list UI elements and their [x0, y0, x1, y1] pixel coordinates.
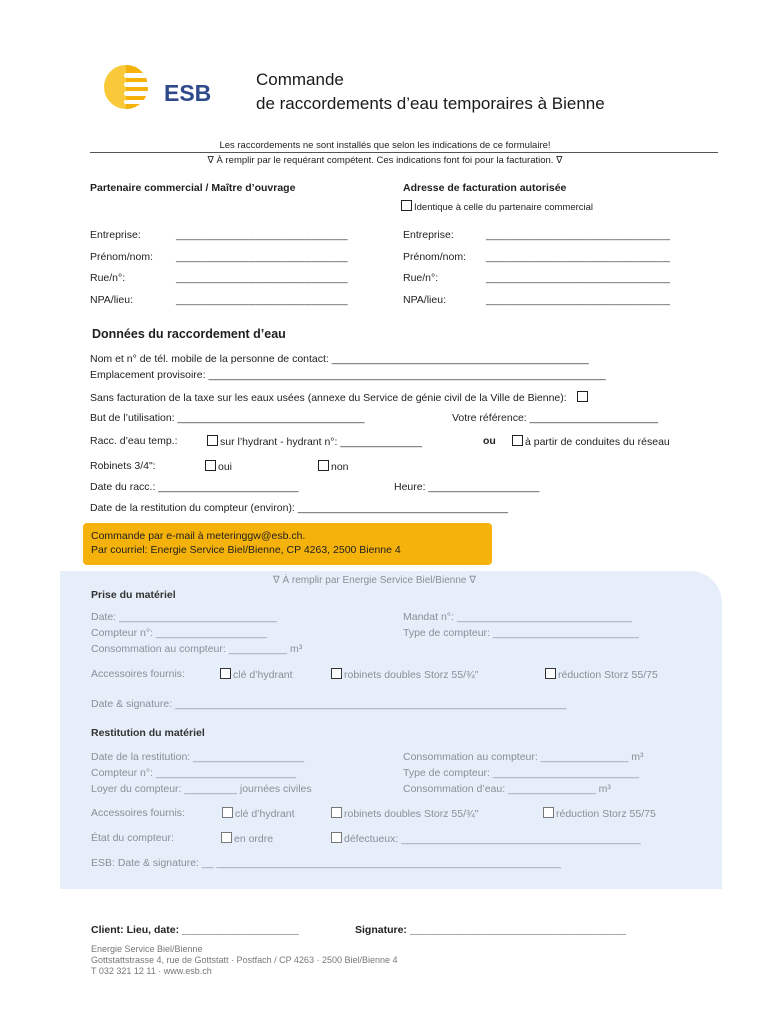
date-restitution-field[interactable]: Date de la restitution du compteur (environ): ____________________________________ — [90, 502, 508, 514]
notice-installation: Les raccordements ne sont installés que selon les indications de ce formulaire! — [219, 140, 551, 151]
network-option[interactable] — [512, 435, 670, 448]
partner-name-field[interactable]: ____________________________ — [176, 251, 348, 263]
restitution-heading: Restitution du matériel — [91, 727, 205, 739]
rest-acc-storz-option[interactable] — [331, 807, 478, 820]
billing-name-label: Prénom/nom: — [403, 251, 467, 263]
prise-acc-reduction-label: réduction Storz 55/75 — [558, 669, 658, 681]
robinets-non-option[interactable] — [318, 460, 349, 473]
client-lieu-date-field[interactable]: Client: Lieu, date: ____________________ — [91, 924, 299, 936]
partner-entreprise-label: Entreprise: — [90, 229, 141, 241]
footer-company: Energie Service Biel/Bienne — [91, 944, 203, 954]
ou-label: ou — [483, 435, 496, 447]
prise-type-field[interactable]: Type de compteur: _________________________ — [403, 627, 639, 639]
hydrant-checkbox[interactable] — [207, 435, 218, 446]
rest-acc-reduction-option[interactable] — [543, 807, 656, 820]
prise-acc-storz-option[interactable] — [331, 668, 478, 681]
robinets-oui-option[interactable] — [205, 460, 232, 473]
prise-accessoires-label: Accessoires fournis: — [91, 668, 185, 680]
prise-acc-storz-label: robinets doubles Storz 55/¾" — [344, 669, 479, 681]
esb-fill-notice: ∇ À remplir par Energie Service Biel/Bienne ∇ — [273, 575, 476, 586]
prise-acc-hydrant-option[interactable] — [220, 668, 293, 681]
date-racc-field[interactable]: Date du racc.: ________________________ — [90, 481, 299, 493]
divider — [90, 152, 718, 153]
esb-logo — [98, 63, 228, 111]
prise-compteur-field[interactable]: Compteur n°: ___________________ — [91, 627, 267, 639]
svg-text:ESB: ESB — [164, 80, 212, 106]
rest-acc-hydrant-option[interactable] — [222, 807, 295, 820]
tax-free-row — [90, 391, 590, 404]
footer-contact: T 032 321 12 11 · www.esb.ch — [91, 966, 212, 976]
etat-defect-label: défectueux: _________________________________________ — [344, 833, 641, 845]
billing-street-field[interactable]: ______________________________ — [486, 272, 671, 284]
partner-npa-field[interactable]: ____________________________ — [176, 294, 348, 306]
client-signature-field[interactable]: Signature: _____________________________________ — [355, 924, 626, 936]
hydrant-option[interactable] — [207, 435, 422, 448]
prise-acc-hydrant-checkbox[interactable] — [220, 668, 231, 679]
rest-date-field[interactable]: Date de la restitution: ___________________ — [91, 751, 305, 763]
prise-acc-storz-checkbox[interactable] — [331, 668, 342, 679]
racc-label: Racc. d’eau temp.: — [90, 435, 178, 447]
identical-label: Identique à celle du partenaire commercial — [414, 202, 594, 213]
etat-ordre-checkbox[interactable] — [221, 832, 232, 843]
title-line-2: de raccordements d’eau temporaires à Bienne — [256, 94, 605, 113]
network-checkbox[interactable] — [512, 435, 523, 446]
esb-signature-field[interactable]: ESB: Date & signature: __ ___________________________________________________________ — [91, 857, 562, 869]
prise-heading: Prise du matériel — [91, 589, 176, 601]
prise-acc-reduction-option[interactable] — [545, 668, 658, 681]
hydrant-label: sur l’hydrant - hydrant n°: ______________ — [220, 436, 423, 448]
rest-loyer-field[interactable]: Loyer du compteur: _________ journées civiles — [91, 783, 312, 795]
partner-street-field[interactable]: ____________________________ — [176, 272, 348, 284]
reference-field[interactable]: Votre référence: ______________________ — [452, 412, 659, 424]
billing-name-field[interactable]: ______________________________ — [486, 251, 671, 263]
robinets-oui-checkbox[interactable] — [205, 460, 216, 471]
order-mail-line: Par courriel: Energie Service Biel/Bienne, CP 4263, 2500 Bienne 4 — [91, 544, 401, 556]
billing-npa-field[interactable]: ______________________________ — [486, 294, 671, 306]
etat-ordre-option[interactable] — [221, 832, 273, 845]
rest-type-field[interactable]: Type de compteur: _________________________ — [403, 767, 639, 779]
robinets-non-checkbox[interactable] — [318, 460, 329, 471]
billing-npa-label: NPA/lieu: — [403, 294, 446, 306]
prise-acc-reduction-checkbox[interactable] — [545, 668, 556, 679]
partner-name-label: Prénom/nom: — [90, 251, 154, 263]
billing-entreprise-label: Entreprise: — [403, 229, 454, 241]
network-label: à partir de conduites du réseau — [525, 436, 670, 448]
rest-acc-hydrant-label: clé d’hydrant — [235, 808, 295, 820]
billing-street-label: Rue/n°: — [403, 272, 439, 284]
rest-acc-reduction-label: réduction Storz 55/75 — [556, 808, 656, 820]
billing-heading: Adresse de facturation autorisée — [403, 182, 567, 194]
rest-acc-hydrant-checkbox[interactable] — [222, 807, 233, 818]
robinets-oui-label: oui — [218, 461, 233, 473]
tax-free-checkbox[interactable] — [577, 391, 588, 402]
title-line-1: Commande — [256, 70, 344, 89]
esb-logo-icon — [98, 63, 228, 111]
prise-consommation-field[interactable]: Consommation au compteur: __________ m³ — [91, 643, 303, 655]
location-field[interactable]: Emplacement provisoire: ____________________________________________________________________ — [90, 369, 606, 381]
etat-defect-option[interactable] — [331, 832, 641, 845]
order-box — [83, 523, 492, 565]
identical-checkbox-row[interactable] — [401, 200, 593, 213]
footer-address: Gottstattstrasse 4, rue de Gottstatt · Postfach / CP 4263 · 2500 Biel/Bienne 4 — [91, 955, 398, 965]
prise-mandat-field[interactable]: Mandat n°: ______________________________ — [403, 611, 633, 623]
etat-label: État du compteur: — [91, 832, 174, 844]
partner-heading: Partenaire commercial / Maître d’ouvrage — [90, 182, 296, 194]
rest-acc-reduction-checkbox[interactable] — [543, 807, 554, 818]
heure-field[interactable]: Heure: ___________________ — [394, 481, 540, 493]
partner-street-label: Rue/n°: — [90, 272, 126, 284]
tax-free-label: Sans facturation de la taxe sur les eaux usées (annexe du Service de génie civil de la Ville de Bienne): — [90, 392, 567, 404]
robinets-non-label: non — [331, 461, 349, 473]
prise-acc-hydrant-label: clé d’hydrant — [233, 669, 293, 681]
identical-checkbox[interactable] — [401, 200, 412, 211]
etat-ordre-label: en ordre — [234, 833, 274, 845]
prise-date-field[interactable]: Date: ___________________________ — [91, 611, 277, 623]
order-email-line: Commande par e-mail à meteringgw@esb.ch. — [91, 530, 306, 542]
notice-requerant: ∇ À remplir par le requérant compétent. Ces indications font foi pour la facturation. ∇ — [207, 155, 563, 166]
rest-acc-storz-checkbox[interactable] — [331, 807, 342, 818]
contact-field[interactable]: Nom et n° de tél. mobile de la personne de contact: ____________________________________________ — [90, 353, 589, 365]
rest-accessoires-label: Accessoires fournis: — [91, 807, 185, 819]
purpose-field[interactable]: But de l’utilisation: ________________________________ — [90, 412, 365, 424]
rest-consommation-field[interactable]: Consommation au compteur: _______________ m³ — [403, 751, 644, 763]
billing-entreprise-field[interactable]: ______________________________ — [486, 229, 671, 241]
rest-conso-eau-field[interactable]: Consommation d’eau: _______________ m³ — [403, 783, 611, 795]
robinets-label: Robinets 3/4": — [90, 460, 156, 472]
partner-entreprise-field[interactable]: ____________________________ — [176, 229, 348, 241]
rest-acc-storz-label: robinets doubles Storz 55/¾" — [344, 808, 479, 820]
partner-npa-label: NPA/lieu: — [90, 294, 133, 306]
water-heading: Données du raccordement d’eau — [92, 327, 286, 341]
etat-defect-checkbox[interactable] — [331, 832, 342, 843]
rest-compteur-field[interactable]: Compteur n°: ________________________ — [91, 767, 297, 779]
prise-signature-field[interactable]: Date & signature: ___________________________________________________________________ — [91, 698, 567, 710]
